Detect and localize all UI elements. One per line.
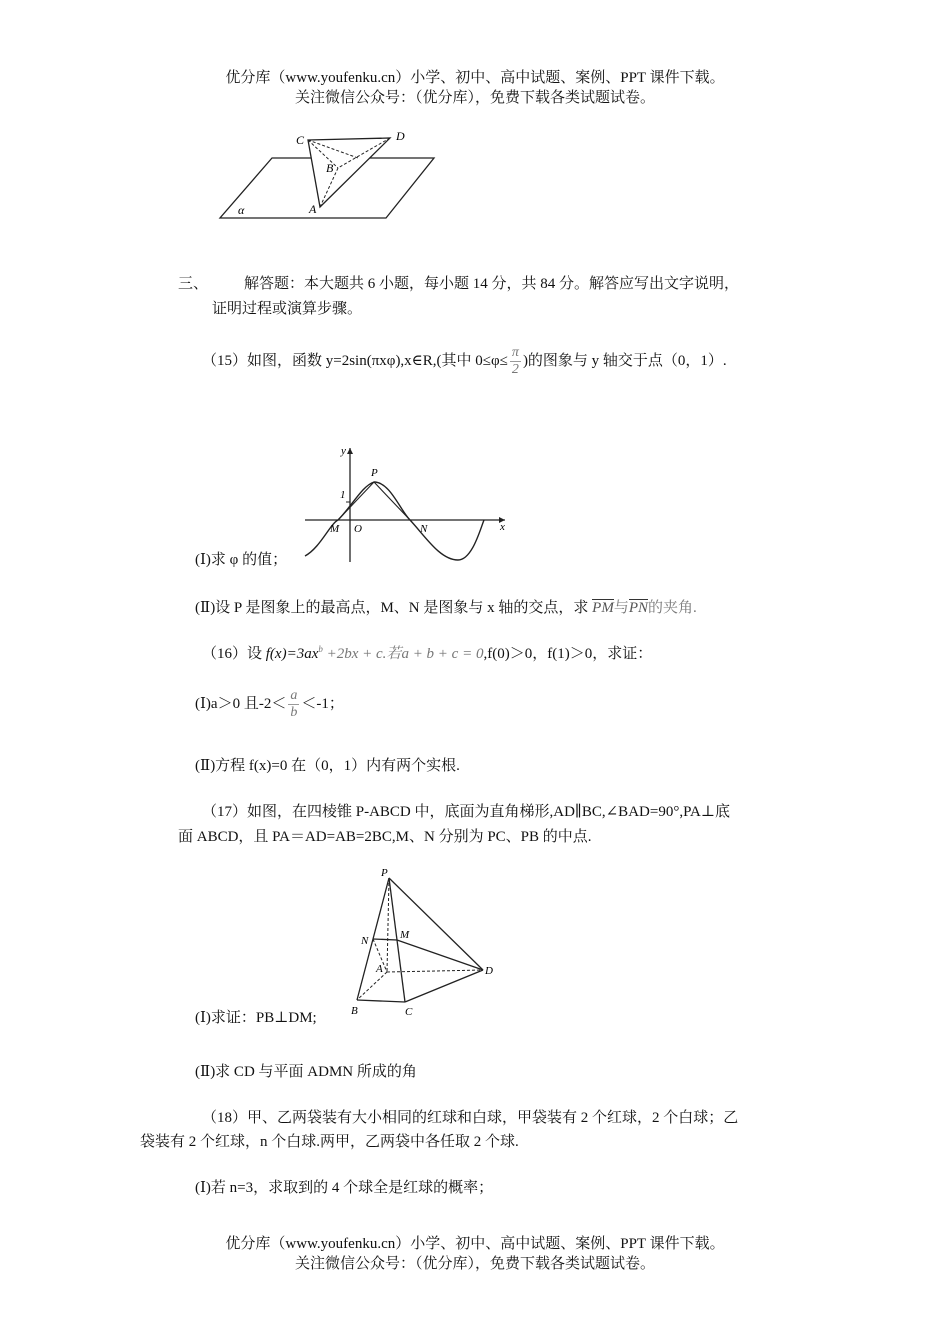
section3-number: 三、 xyxy=(178,276,209,292)
segment-md xyxy=(397,940,483,970)
section3-title: 解答题：本大题共 6 小题，每小题 14 分，共 84 分。解答应写出文字说明， xyxy=(244,276,740,292)
label-one: 1 xyxy=(340,489,346,501)
q16-expr3: a + b + c = 0 xyxy=(401,646,484,662)
q17-part1: (Ⅰ)求证：PB⊥DM; xyxy=(195,1010,317,1026)
label-m: M xyxy=(400,929,410,941)
q16-frac-den: b xyxy=(290,705,298,720)
y-arrow xyxy=(347,448,353,454)
footer-line-2: 关注微信公众号：（优分库），免费下载各类试题试卷。 xyxy=(294,1256,655,1272)
sine-curve xyxy=(305,482,484,560)
q16-part1-b: ＜-1； xyxy=(301,695,344,712)
header-line-1: 优分库（www.youfenku.cn）小学、初中、高中试题、案例、PPT 课件下载。 xyxy=(225,70,725,86)
q15-part2-mid: 与 xyxy=(613,600,629,616)
label-c: C xyxy=(296,133,305,147)
label-a: A xyxy=(309,202,317,216)
q15-part2 xyxy=(195,596,697,617)
label-m: M xyxy=(330,523,340,535)
q18-part1: (Ⅰ)若 n=3，求取到的 4 个球全是红球的概率； xyxy=(195,1180,494,1196)
label-d: D xyxy=(485,965,493,977)
vector-pn: PN xyxy=(628,600,649,616)
segment-pm xyxy=(338,482,374,520)
edge-cd xyxy=(405,970,483,1002)
section3-title-cont: 证明过程或演算步骤。 xyxy=(212,301,363,317)
label-d: D xyxy=(396,129,405,143)
q15-fraction xyxy=(510,345,521,378)
q15-part1: (Ⅰ)求 φ 的值； xyxy=(195,552,288,568)
q16-part1 xyxy=(195,688,344,721)
label-b: B xyxy=(351,1005,358,1017)
pyramid-figure xyxy=(345,862,505,1022)
q15-stem xyxy=(202,345,727,378)
label-p: P xyxy=(381,867,388,879)
label-c: C xyxy=(405,1006,413,1018)
q15-text-b: )的图象与 y 轴交于点（0，1）. xyxy=(522,352,727,369)
q16-stem xyxy=(202,642,652,663)
footer-line-1: 优分库（www.youfenku.cn）小学、初中、高中试题、案例、PPT 课件下载。 xyxy=(225,1236,725,1252)
label-x: x xyxy=(500,521,505,533)
vector-pm: PM xyxy=(592,600,614,616)
q17-part2: (Ⅱ)求 CD 与平面 ADMN 所成的角 xyxy=(195,1064,417,1080)
q18-line2: 袋装有 2 个红球，n 个白球.两甲，乙两袋中各任取 2 个球. xyxy=(140,1134,519,1150)
edge-bc xyxy=(357,1000,405,1002)
q17-line1: （17）如图，在四棱锥 P-ABCD 中，底面为直角梯形,AD∥BC,∠BAD=90°,PA⊥底 xyxy=(202,804,730,820)
q16-text-a: （16）设 xyxy=(202,646,263,662)
q16-frac-num: a xyxy=(290,688,298,703)
edge-pd xyxy=(389,878,483,970)
label-b: B xyxy=(326,161,334,175)
label-alpha: α xyxy=(238,203,245,217)
label-o: O xyxy=(354,523,362,535)
q16-expr1: f(x)=3ax xyxy=(265,646,319,662)
label-n: N xyxy=(420,523,428,535)
edge-ab xyxy=(357,972,387,1000)
label-p: P xyxy=(371,467,378,479)
segment-nm xyxy=(373,939,397,940)
q15-part2-a: (Ⅱ)设 P 是图象上的最高点，M、N 是图象与 x 轴的交点，求 xyxy=(195,600,589,616)
plane-tetrahedron-figure xyxy=(210,126,450,226)
q16-text-b: ,f(0)＞0，f(1)＞0，求证： xyxy=(483,646,653,662)
label-y: y xyxy=(341,445,346,457)
q16-expr2: +2bx + c.若 xyxy=(322,646,402,662)
q16-part2: (Ⅱ)方程 f(x)=0 在（0，1）内有两个实根. xyxy=(195,758,460,774)
label-n: N xyxy=(361,935,369,947)
segment-pn xyxy=(374,482,410,520)
q15-frac-den: 2 xyxy=(511,362,519,377)
header-line-2: 关注微信公众号：（优分库），免费下载各类试题试卷。 xyxy=(294,90,655,106)
q16-part1-a: (Ⅰ)a＞0 且-2＜ xyxy=(195,695,287,712)
triangle-cda xyxy=(308,138,390,207)
q16-superscript: b xyxy=(318,644,323,654)
q16-fraction xyxy=(288,688,299,721)
q15-text-a: （15）如图，函数 y=2sin(πxφ),x∈R,(其中 0≤φ≤ xyxy=(202,352,508,369)
label-a: A xyxy=(376,963,383,975)
q15-part2-b: 的夹角. xyxy=(648,600,697,616)
sine-graph xyxy=(300,440,515,565)
edge-pa xyxy=(387,878,389,972)
q18-line1: （18）甲、乙两袋装有大小相同的红球和白球，甲袋装有 2 个红球，2 个白球；乙 xyxy=(202,1110,739,1126)
q17-line2: 面 ABCD，且 PA＝AD=AB=2BC,M、N 分别为 PC、PB 的中点. xyxy=(178,829,592,845)
q15-frac-num: π xyxy=(511,345,519,360)
